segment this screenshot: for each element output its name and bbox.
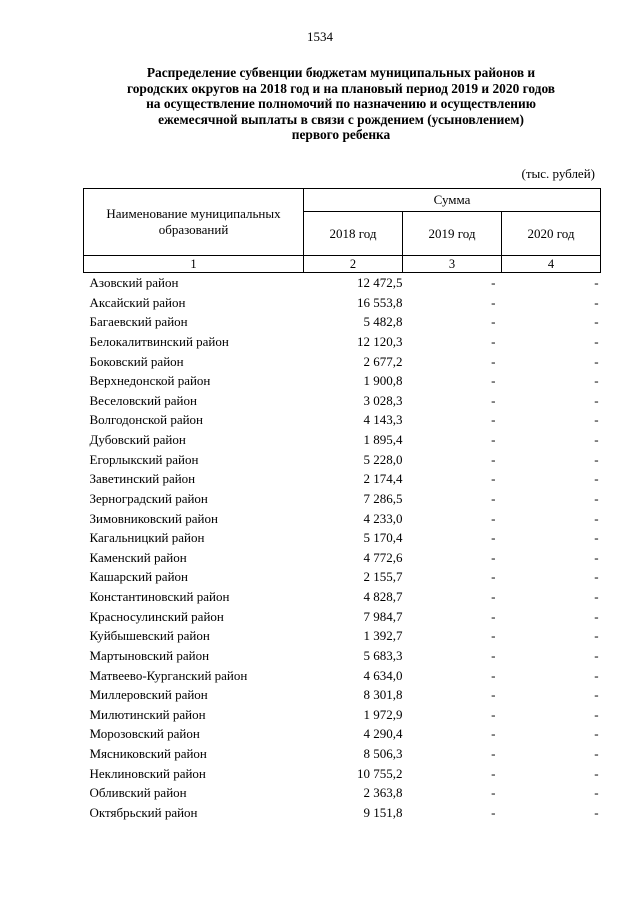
- amount-2020-cell: -: [594, 432, 599, 447]
- amount-2018-cell: 2 677,2: [363, 353, 403, 369]
- amount-2018-cell: 12 472,5: [357, 275, 403, 290]
- header-column-number: 1: [84, 256, 304, 273]
- amount-2019-cell: -: [491, 412, 496, 428]
- header-year-2018: 2018 год: [304, 212, 403, 256]
- table-row: [84, 685, 601, 705]
- amount-2018-cell: 4 828,7: [363, 589, 403, 604]
- amount-2019-cell: -: [491, 804, 496, 820]
- amount-2020-cell: -: [594, 530, 599, 546]
- amount-2018-cell: 1 900,8: [363, 373, 403, 389]
- amount-2018-cell: 7 286,5: [363, 490, 403, 506]
- municipality-name-cell: Каменский район: [89, 549, 187, 565]
- amount-2019-cell: -: [491, 549, 496, 565]
- municipality-name-cell: Красносулинский район: [89, 608, 224, 624]
- amount-2018-cell: 7 984,7: [363, 608, 403, 624]
- amount-2018-cell: 4 634,0: [363, 667, 403, 683]
- municipality-name-cell: Мартыновский район: [89, 647, 210, 663]
- municipality-name-cell: Егорлыкский район: [89, 451, 199, 467]
- table-row: [84, 430, 601, 450]
- amount-2018-cell: 5 683,3: [363, 647, 403, 663]
- amount-2019-cell: -: [491, 530, 496, 546]
- amount-2019-cell: -: [491, 510, 496, 526]
- amount-2018-cell: 12 120,3: [357, 333, 403, 349]
- amount-2019-cell: -: [491, 726, 496, 742]
- municipality-name-cell: Константиновский район: [89, 589, 230, 604]
- table-row: [84, 607, 601, 627]
- table-row: [84, 332, 601, 352]
- table-row: [84, 587, 601, 607]
- amount-2020-cell: -: [594, 765, 599, 781]
- title-line: Распределение субвенции бюджетам муниципальных районов и: [146, 65, 536, 80]
- amount-2020-cell: -: [594, 333, 599, 349]
- amount-2018-cell: 9 151,8: [363, 804, 403, 820]
- header-column-number: 4: [502, 256, 601, 273]
- municipality-name-cell: Куйбышевский район: [89, 628, 210, 644]
- amount-2019-cell: -: [491, 353, 496, 369]
- amount-2020-cell: -: [594, 589, 599, 604]
- header-year-2019: 2019 год: [403, 212, 502, 256]
- municipality-name-cell: Кашарский район: [89, 569, 188, 585]
- amount-2020-cell: -: [594, 804, 599, 820]
- amount-2018-cell: 8 506,3: [363, 746, 403, 761]
- table-row: [84, 724, 601, 744]
- amount-2019-cell: -: [491, 746, 496, 761]
- amount-2019-cell: -: [491, 608, 496, 624]
- table-row: [84, 509, 601, 529]
- header-column-number: 3: [403, 256, 502, 273]
- amount-2020-cell: -: [594, 746, 599, 761]
- amount-2020-cell: -: [594, 687, 599, 703]
- amount-2018-cell: 1 895,4: [363, 432, 403, 447]
- municipality-name-cell: Белокалитвинский район: [89, 333, 229, 349]
- table-row: [84, 410, 601, 430]
- header-sum-group: Сумма: [304, 189, 601, 212]
- amount-2020-cell: -: [594, 294, 599, 310]
- amount-2019-cell: -: [491, 275, 496, 290]
- amount-2018-cell: 16 553,8: [357, 294, 403, 310]
- amount-2020-cell: -: [594, 412, 599, 428]
- table-row: [84, 567, 601, 587]
- amount-2018-cell: 10 755,2: [357, 765, 403, 781]
- table-row: [84, 528, 601, 548]
- amount-2018-cell: 4 290,4: [363, 726, 403, 742]
- page-number: 1534: [307, 29, 333, 44]
- table-row: [84, 783, 601, 803]
- amount-2020-cell: -: [594, 314, 599, 330]
- amount-2018-cell: 4 233,0: [363, 510, 403, 526]
- amount-2019-cell: -: [491, 667, 496, 683]
- header-column-number: 2: [304, 256, 403, 273]
- municipality-name-cell: Волгодонской район: [89, 412, 204, 428]
- table-body: [84, 273, 601, 823]
- amount-2018-cell: 8 301,8: [363, 687, 403, 703]
- amount-2018-cell: 3 028,3: [363, 392, 403, 408]
- municipality-name-cell: Кагальницкий район: [89, 530, 205, 546]
- amount-2020-cell: -: [594, 490, 599, 506]
- document-title: [80, 65, 602, 143]
- title-line: городских округов на 2018 год и на плановый период 2019 и 2020 годов: [126, 80, 556, 96]
- title-line: первого ребенка: [291, 127, 391, 143]
- amount-2019-cell: -: [491, 373, 496, 389]
- table-row: [84, 803, 601, 823]
- amount-2019-cell: -: [491, 706, 496, 722]
- amount-2018-cell: 2 363,8: [363, 785, 403, 801]
- amount-2018-cell: 4 772,6: [363, 549, 403, 565]
- amount-2019-cell: -: [491, 490, 496, 506]
- table-row: [84, 626, 601, 646]
- municipality-name-cell: Багаевский район: [89, 314, 188, 330]
- amount-2019-cell: -: [491, 314, 496, 330]
- amount-2019-cell: -: [491, 785, 496, 801]
- amount-2020-cell: -: [594, 471, 599, 487]
- table-row: [84, 371, 601, 391]
- amount-2018-cell: 4 143,3: [363, 412, 403, 428]
- amount-2020-cell: -: [594, 392, 599, 408]
- amount-2019-cell: -: [491, 451, 496, 467]
- amount-2018-cell: 2 174,4: [363, 471, 403, 487]
- municipality-name-cell: Миллеровский район: [89, 687, 208, 703]
- title-line: на осуществление полномочий по назначению и осуществлению: [146, 96, 536, 112]
- amount-2019-cell: -: [491, 471, 496, 487]
- amount-2020-cell: -: [594, 549, 599, 565]
- header-year-2020: 2020 год: [502, 212, 601, 256]
- units-label: (тыс. рублей): [521, 166, 595, 181]
- municipality-name-cell: Обливский район: [89, 785, 187, 801]
- amount-2019-cell: -: [491, 765, 496, 781]
- amount-2020-cell: -: [594, 706, 599, 722]
- amount-2020-cell: -: [594, 785, 599, 801]
- amount-2018-cell: 5 170,4: [363, 530, 403, 546]
- amount-2020-cell: -: [594, 628, 599, 644]
- table-row: [84, 744, 601, 764]
- municipality-name-cell: Дубовский район: [89, 432, 186, 447]
- municipality-name-cell: Милютинский район: [89, 706, 206, 722]
- amount-2019-cell: -: [491, 392, 496, 408]
- municipality-name-cell: Октябрьский район: [89, 804, 198, 820]
- amount-2020-cell: -: [594, 608, 599, 624]
- subvention-table: [83, 188, 601, 823]
- amount-2020-cell: -: [594, 275, 599, 290]
- amount-2019-cell: -: [491, 569, 496, 585]
- table-row: [84, 312, 601, 332]
- table-row: [84, 352, 601, 372]
- amount-2018-cell: 5 482,8: [363, 314, 403, 330]
- amount-2018-cell: 2 155,7: [363, 569, 403, 585]
- municipality-name-cell: Заветинский район: [89, 471, 196, 487]
- amount-2019-cell: -: [491, 687, 496, 703]
- amount-2020-cell: -: [594, 647, 599, 663]
- municipality-name-cell: Зимовниковский район: [89, 510, 218, 526]
- municipality-name-cell: Мясниковский район: [89, 746, 207, 761]
- amount-2020-cell: -: [594, 353, 599, 369]
- header-name-column: Наименование муниципальных образований: [84, 189, 304, 256]
- municipality-name-cell: Веселовский район: [89, 392, 197, 408]
- amount-2019-cell: -: [491, 647, 496, 663]
- municipality-name-cell: Боковский район: [89, 353, 184, 369]
- table-row: [84, 273, 601, 293]
- table-row: [84, 469, 601, 489]
- table-row: [84, 666, 601, 686]
- amount-2018-cell: 1 972,9: [363, 706, 403, 722]
- municipality-name-cell: Верхнедонской район: [89, 373, 211, 389]
- table-row: [84, 705, 601, 725]
- amount-2020-cell: -: [594, 726, 599, 742]
- amount-2018-cell: 5 228,0: [363, 451, 403, 467]
- table-row: [84, 548, 601, 568]
- municipality-name-cell: Зерноградский район: [89, 490, 208, 506]
- amount-2019-cell: -: [491, 589, 496, 604]
- municipality-name-cell: Азовский район: [89, 275, 179, 290]
- municipality-name-cell: Морозовский район: [89, 726, 200, 742]
- table-row: [84, 764, 601, 784]
- amount-2020-cell: -: [594, 667, 599, 683]
- amount-2019-cell: -: [491, 432, 496, 447]
- amount-2019-cell: -: [491, 333, 496, 349]
- table-row: [84, 293, 601, 313]
- table-row: [84, 646, 601, 666]
- amount-2018-cell: 1 392,7: [363, 628, 403, 644]
- municipality-name-cell: Матвеево-Курганский район: [89, 667, 248, 683]
- amount-2019-cell: -: [491, 294, 496, 310]
- table-header: [84, 189, 601, 273]
- municipality-name-cell: Неклиновский район: [89, 765, 206, 781]
- amount-2019-cell: -: [491, 628, 496, 644]
- title-line: ежемесячной выплаты в связи с рождением (усыновлением): [158, 111, 524, 127]
- table-row: [84, 391, 601, 411]
- amount-2020-cell: -: [594, 373, 599, 389]
- amount-2020-cell: -: [594, 451, 599, 467]
- municipality-name-cell: Аксайский район: [89, 294, 186, 310]
- table-row: [84, 450, 601, 470]
- amount-2020-cell: -: [594, 510, 599, 526]
- table-row: [84, 489, 601, 509]
- amount-2020-cell: -: [594, 569, 599, 585]
